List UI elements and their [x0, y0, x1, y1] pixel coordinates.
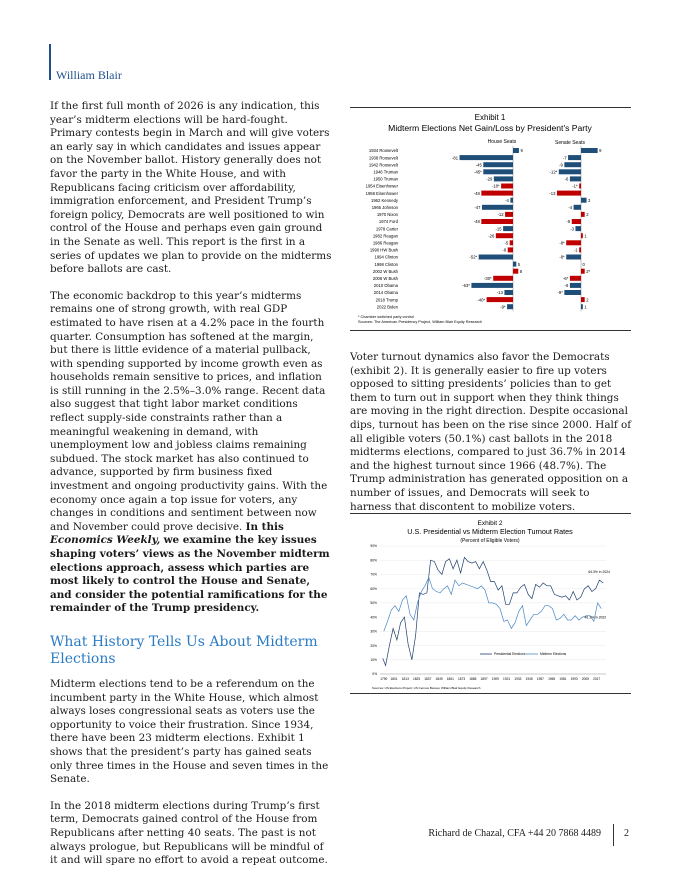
category-label: 2006 W Bush — [372, 276, 398, 281]
category-label: 1962 Kennedy — [370, 197, 398, 203]
category-label: 1990 HW Bush — [369, 247, 398, 253]
senate-value-label: -6* — [563, 276, 569, 281]
senate-value-label: -8* — [559, 254, 565, 260]
house-value-label: -30* — [484, 276, 492, 281]
x-tick-label: 1933 — [514, 677, 522, 681]
house-value-label: -5 — [504, 240, 509, 246]
annotation-2024: 64.3% in 2024 — [588, 569, 611, 574]
house-value-label: -81 — [451, 155, 459, 161]
x-tick-label: 2017 — [593, 677, 601, 681]
paragraph-economy-text: The economic backdrop to this year’s midterms remains one of strong growth, with real GDP estimated to have risen at a 4.2% pace in the fourth quarter. Consumption has softened at the margin, but there is little evidence of a material pullback, with spending supported by income growth even as households remain sensitive to prices, and inflation is still running in the 2.5%–3.0% range. Recent data also suggest that tight labor market conditions reflect supply-side constraints rather than a meaningful weakening in demand, with unemployment low and jobless claims remaining subdued. The stock market has also continued to advance, supported by firm business fixed investment and ongoing productivity gains. With the economy once again a top issue for voters, any changes in conditions and sentiment between now and November could prove decisive. — [50, 289, 328, 533]
house-bar — [483, 162, 513, 167]
senate-bar — [575, 226, 581, 231]
senate-bar — [579, 184, 581, 189]
senate-value-label: -12* — [549, 169, 558, 175]
house-bar — [510, 198, 513, 203]
senate-value-label: -3 — [570, 226, 574, 232]
category-label: 2022 Biden — [376, 304, 398, 310]
category-label: 1966 Johnson — [371, 205, 398, 210]
x-tick-label: 1801 — [390, 677, 398, 681]
senate-value-label: 1 — [584, 233, 587, 239]
y-tick-label: 10% — [370, 657, 377, 662]
senate-bar — [579, 247, 581, 252]
category-label: 1946 Truman — [373, 169, 398, 175]
category-label: 2014 Obama — [373, 290, 398, 296]
senate-value-label: 2 — [586, 212, 589, 218]
exhibit-1-note: * Chamber switched party control — [358, 315, 414, 319]
house-value-label: -8 — [502, 247, 507, 253]
category-label: 1998 Clinton — [374, 261, 398, 267]
senate-bar — [564, 290, 581, 295]
house-value-label: 5 — [517, 261, 521, 267]
paragraph-history: Midterm elections tend to be a referendum on the incumbent party in the White House, which almost always loses congressional seats as voters use the opportunity to voice their frustration. Since 1934, there have been 23 midterm elections. Exhibit 1 shows that the president’s party has gained seats only three times in the House and seven times in the Senate. — [50, 677, 329, 786]
senate-value-label: -6 — [564, 283, 569, 289]
house-value-label: 9 — [520, 148, 523, 154]
house-bar — [487, 297, 513, 302]
house-value-label: -45* — [474, 169, 482, 175]
senate-bar — [557, 191, 581, 196]
house-bar — [494, 176, 513, 181]
exhibit-2-source: Sources: US Elections Project; US Census Bureau; William Blair Equity Research — [372, 686, 481, 690]
paragraph-economy — [50, 290, 332, 616]
senate-bar — [581, 297, 585, 302]
category-label: 2002 W Bush — [372, 268, 398, 274]
y-tick-label: 40% — [370, 615, 377, 620]
exhibit-1 — [350, 107, 631, 331]
exhibit-2-title: U.S. Presidential vs Midterm Election Turnout Rates — [407, 527, 573, 536]
house-bar — [483, 169, 513, 174]
right-column-text: Voter turnout dynamics also favor the Democrats (exhibit 2). It is generally easier to fire up voters opposed to sitting presidents’ policies than to get them to turn out in support when they think things are moving in the right direction. Despite occasional dips, turnout has been on the rise since 2000. Half of all eligible voters (50.1%) cast ballots in the 2018 midterms elections, compared to just 36.7% in 2014 and the highest turnout since 1966 (48.7%). The Trump administration has generated opposition on a number of issues, and Democrats will seek to harness that discontent to mobilize voters. — [350, 351, 632, 513]
x-tick-label: 1993 — [570, 677, 578, 681]
house-value-label: -4 — [505, 197, 509, 203]
exhibit-1-chart — [350, 108, 631, 330]
x-tick-label: 1981 — [559, 677, 567, 681]
exhibit-1-label: Exhibit 1 — [474, 113, 506, 122]
x-tick-label: 1969 — [548, 677, 556, 681]
house-value-label: -47 — [474, 205, 481, 210]
house-bar — [503, 226, 513, 231]
x-tick-label: 1837 — [424, 677, 432, 681]
x-tick-label: 1897 — [480, 677, 488, 681]
category-label: 1934 Roosevelt — [368, 148, 398, 154]
x-tick-label: 1861 — [446, 677, 454, 681]
senate-value-label: -1* — [572, 183, 578, 189]
senate-value-label: -1 — [573, 247, 578, 253]
house-value-label: -29 — [486, 176, 493, 182]
house-bar — [471, 283, 513, 288]
exhibit-2-chart — [350, 514, 631, 693]
exhibit-1-source: Sources: The American Presidency Project, William Blair Equity Research — [358, 320, 483, 324]
house-bar — [513, 148, 519, 153]
senate-value-label: 2* — [586, 268, 591, 274]
senate-value-label: 3 — [588, 197, 591, 203]
senate-value-label: -9 — [559, 162, 563, 168]
section-heading: What History Tells Us About Midterm Elections — [50, 633, 318, 667]
house-value-label: -48 — [473, 219, 480, 225]
brand-name: William Blair — [56, 68, 122, 82]
left-column — [50, 100, 332, 881]
senate-bar — [581, 269, 585, 274]
house-bar — [504, 290, 513, 295]
paragraph-2018: In the 2018 midterm elections during Trump’s first term, Democrats gained control of the House from Republicans after netting 40 seats. The past is not always prologue, but Republicans will be mindful of it and will spare no effort to avoid a repeat outcome. — [50, 799, 328, 867]
senate-bar — [581, 198, 587, 203]
exhibit-1-title: Midterm Elections Net Gain/Loss by President's Party — [388, 123, 592, 133]
y-tick-label: 90% — [370, 544, 377, 549]
x-tick-label: 1921 — [503, 677, 511, 681]
x-tick-label: 1885 — [469, 677, 477, 681]
senate-bar — [574, 205, 581, 210]
exhibit-2 — [350, 513, 631, 694]
y-tick-label: 50% — [370, 601, 377, 606]
y-tick-label: 60% — [370, 586, 377, 591]
house-value-label: 8 — [519, 268, 523, 274]
category-label: 1974 Ford — [378, 219, 398, 225]
senate-value-label: -9* — [557, 290, 563, 296]
senate-bar — [570, 283, 581, 288]
senate-bar — [559, 169, 581, 174]
house-value-label: -12 — [497, 212, 504, 218]
house-bar — [481, 191, 513, 196]
x-tick-label: 1849 — [435, 677, 443, 681]
house-value-label: -63* — [462, 283, 470, 289]
x-tick-label: 1813 — [401, 677, 409, 681]
x-tick-label: 1957 — [536, 677, 544, 681]
legend-presidential-label: Presidential Elections — [494, 652, 526, 657]
category-label: 1938 Roosevelt — [368, 155, 398, 161]
paragraph-economy-bold-a: In this — [245, 520, 284, 533]
house-value-label: -18* — [491, 183, 500, 189]
exhibit-2-label: Exhibit 2 — [477, 520, 503, 527]
category-label: 1950 Truman — [373, 176, 398, 182]
paragraph-intro: If the first full month of 2026 is any indication, this year’s midterm elections will be hard-fought. Primary contests begin in March and will give voters an early say in which candidates and issues appear on the November ballot. History generally does not favor the party in the White House, and with Republicans facing criticism over affordability, immigration enforcement, and President Trump’s foreign policy, Democrats are well positioned to win control of the House and perhaps even gain ground in the Senate as well. This report is the first in a series of updates we plan to provide on the midterms before ballots are cast. — [50, 100, 332, 276]
category-label: 1982 Reagan — [372, 233, 398, 239]
x-tick-label: 2005 — [581, 677, 589, 681]
senate-value-label: -6 — [564, 176, 569, 182]
senate-value-label: -4 — [568, 205, 573, 210]
senate-bar — [568, 155, 581, 160]
house-value-label: -48 — [473, 190, 480, 196]
panel-senate-label: Senate Seats — [554, 140, 586, 146]
paragraph-economy-bold-b: we examine the key issues shaping voters’ views as the November midterm elections approach, assess which parties are most likely to control the House and Senate, and consider the potential ramifications for the remainder of the Trump presidency. — [50, 534, 330, 615]
house-bar — [510, 240, 513, 245]
senate-value-label: 0 — [582, 261, 585, 267]
house-bar — [460, 155, 513, 160]
header-rule — [49, 44, 51, 80]
senate-bar — [581, 148, 598, 153]
house-bar — [501, 184, 513, 189]
y-tick-label: 70% — [370, 572, 377, 577]
senate-bar — [566, 240, 581, 245]
y-tick-label: 30% — [370, 629, 377, 634]
senate-value-label: 9 — [599, 148, 602, 154]
house-bar — [493, 276, 513, 281]
senate-value-label: 1 — [584, 304, 587, 310]
senate-bar — [570, 276, 581, 281]
x-tick-label: 1909 — [491, 677, 499, 681]
senate-bar — [581, 212, 585, 217]
legend-midterm-label: Midterm Elections — [540, 652, 567, 657]
house-value-label: -45 — [475, 162, 482, 168]
house-bar — [507, 304, 513, 309]
category-label: 1970 Nixon — [376, 212, 398, 218]
senate-bar — [570, 176, 581, 181]
senate-value-label: -5 — [566, 219, 571, 225]
house-bar — [508, 247, 513, 252]
category-label: 1958 Eisenhower — [365, 190, 398, 196]
x-tick-label: 1873 — [458, 677, 466, 681]
exhibit-2-subtitle: (Percent of Eligible Voters) — [460, 538, 520, 544]
house-bar — [505, 212, 513, 217]
paragraph-economy-bold-italic: Economics Weekly, — [50, 534, 161, 547]
senate-bar — [564, 162, 581, 167]
senate-bar — [581, 304, 583, 309]
house-value-label: -15 — [495, 226, 502, 232]
y-tick-label: 0% — [372, 672, 377, 677]
house-bar — [513, 262, 516, 267]
page-number: 2 — [624, 828, 629, 839]
category-label: 1942 Roosevelt — [368, 162, 398, 168]
senate-bar — [572, 219, 581, 224]
category-label: 1954 Eisenhower — [365, 183, 398, 189]
senate-bar — [581, 233, 583, 238]
house-value-label: -9* — [500, 304, 506, 310]
footer-rule — [613, 824, 614, 846]
senate-bar — [566, 255, 581, 260]
y-tick-label: 20% — [370, 643, 377, 648]
y-tick-label: 80% — [370, 558, 377, 563]
annotation-2022: 46.1% in 2022 — [584, 615, 607, 620]
category-label: 2010 Obama — [373, 283, 398, 289]
senate-value-label: -7 — [562, 155, 567, 161]
panel-house-label: House Seats — [487, 139, 517, 145]
footer-author: Richard de Chazal, CFA +44 20 7868 4489 — [428, 828, 601, 839]
house-bar — [513, 269, 518, 274]
house-bar — [479, 255, 513, 260]
house-bar — [481, 219, 513, 224]
category-label: 1978 Carter — [375, 226, 398, 232]
category-label: 2018 Trump — [375, 297, 398, 303]
category-label: 1994 Clinton — [374, 254, 398, 260]
x-tick-label: 1825 — [413, 677, 421, 681]
category-label: 1986 Reagan — [372, 240, 398, 246]
senate-value-label: 2 — [586, 297, 589, 303]
x-tick-label: 1790 — [380, 677, 388, 681]
house-value-label: -26 — [488, 233, 495, 239]
house-value-label: -52* — [469, 254, 478, 260]
house-bar — [496, 233, 513, 238]
house-value-label: -13 — [496, 290, 503, 296]
senate-value-label: -13 — [549, 190, 556, 196]
house-bar — [482, 205, 513, 210]
x-tick-label: 1945 — [525, 677, 533, 681]
senate-value-label: -8* — [559, 240, 565, 246]
house-value-label: -40* — [477, 297, 486, 303]
